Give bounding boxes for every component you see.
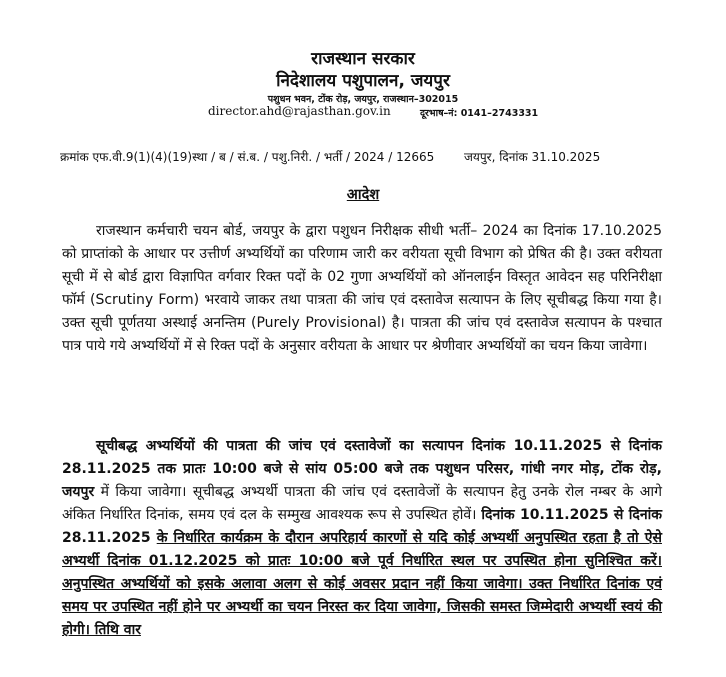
office-address: पशुधन भवन, टोंक रोड़, जयपुर, राजस्थान–302015 [267,94,459,105]
verification-instructions: में किया जावेगा। सूचीबद्ध अभ्यर्थी पात्रता की जांच एवं दस्तावेजों के सत्यापन हेतु उनके रोल नम्बर के आगे अंकित निर्धारित दिनांक, समय एवं दल के सम्मुख आवश्यक रूप से उपस्थित होवें। [62,484,662,523]
order-title: आदेश [346,187,380,203]
paragraph-verification [62,435,662,642]
verification-schedule-bold: सूचीबद्ध अभ्यर्थियों की पात्रता की जांच एवं दस्तावेजों का सत्यापन दिनांक 10.11.2025 से दिनांक 28.11.2025 तक प्रातः 10:00 बजे से सांय 05:00 बजे तक पशुधन परिसर, गांधी नगर मोड़, टोंक रोड़, जयपुर [62,438,662,500]
absence-notice-underlined: के निर्धारित कार्यक्रम के दौरान अपरिहार्य कारणों से यदि कोई अभ्यर्थी अनुपस्थित रहता है तो ऐसे अभ्यर्थी दिनांक 01.12.2025 को प्रातः 10:00 बजे पूर्व निर्धारित स्थल पर उपस्थित होना सुनिश्चित करें। अनुपस्थित अभ्यर्थियों को इसके अलावा अलग से कोई अवसर प्रदान नहीं किया जावेगा। उक्त निर्धारित दिनांक एवं समय पर उपस्थित नहीं होने पर अभ्यर्थी का चयन निरस्त कर दिया जावेगा, जिसकी समस्त जिम्मेदारी अभ्यर्थी स्वयं की होगी। तिथि वार [62,530,662,638]
reference-number: क्रमांक एफ.वी.9(1)(4)(19)स्था / ब / सं.ब. / पशु.निरी. / भर्ती / 2024 / 12665 [60,150,435,164]
directorate-heading: निदेशालय पशुपालन, जयपुर [276,71,450,91]
email-address[interactable]: director.ahd@rajasthan.gov.in [208,104,391,118]
paragraph-intro: राजस्थान कर्मचारी चयन बोर्ड, जयपुर के द्वारा पशुधन निरीक्षक सीधी भर्ती– 2024 का दिनांक 17.10.2025 को प्राप्तांको के आधार पर उत्तीर्ण अभ्यर्थियों का परिणाम जारी कर वरीयता सूची विभाग को प्रेषित की है। उक्त वरीयता सूची में से बोर्ड द्वारा विज्ञापित वर्गवार रिक्त पदों के 02 गुणा अभ्यर्थियों को ऑनलाईन विस्तृत आवेदन सह परिनिरीक्षा फॉर्म (Scrutiny Form) भरवाये जाकर तथा पात्रता की जांच एवं दस्तावेज सत्यापन के लिए सूचीबद्ध किया गया है। उक्त सूची पूर्णतया अस्थाई अनन्तिम (Purely Provisional) है। पात्रता की जांच एवं दस्तावेज सत्यापन के पश्चात पात्र पाये गये अभ्यर्थियों में से रिक्त पदों के अनुसार वरीयता के आधार पर श्रेणीवार अभ्यर्थियों का चयन किया जावेगा। [62,223,662,354]
government-heading: राजस्थान सरकार [311,49,415,69]
reference-date: जयपुर, दिनांक 31.10.2025 [464,150,601,164]
date-range-bold: दिनांक 10.11.2025 से दिनांक 28.11.2025 [62,507,662,546]
phone-number: दूरभाष–नं: 0141–2743331 [420,108,539,119]
